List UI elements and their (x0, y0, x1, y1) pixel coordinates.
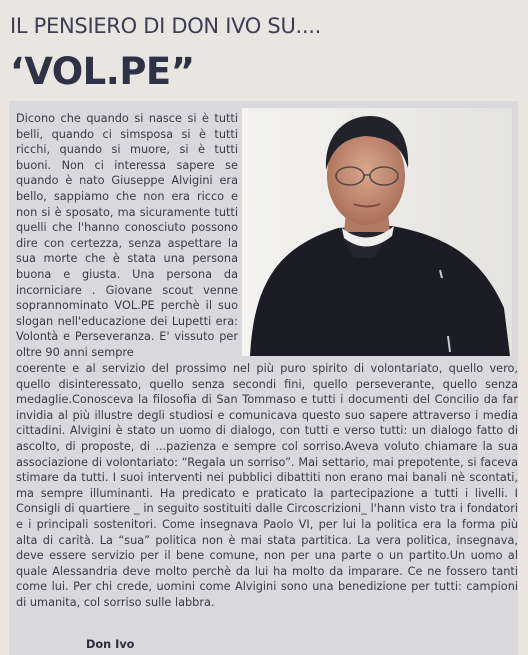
priest-portrait-photo (242, 108, 512, 356)
article-headline: ‘VOL.PE” (10, 50, 195, 93)
article-body-full-width: coerente e al servizio del prossimo nel più puro spirito di volontariato, quello vero, quello disinteressato, quello senza secondi fini, quello perseverante, quello senza medaglie.Conosceva la filosofia di San Tommaso e tutti i documenti del Concilio da far invidia al più illustre degli studiosi e comunicava questo suo sapere attraverso i media cittadini. Alvigini è stato un uomo di dialogo, con tutti e verso tutti: un dialogo fatto di ascolto, di proposte, di ...pazienza e sempre col sorriso.Aveva voluto chiamare la sua associazione di volontariato: “Regala un sorriso”. Mai settario, mai prepotente, si faceva stimare da tutti. I suoi interventi nei pubblici dibattiti non erano mai banali nè scontati, ma sempre illuminanti. Ha predicato e praticato la partecipazione a tutti i livelli. I Consigli di quartiere _ in seguito sostituiti dalle Circoscrizioni_ l'hann visto tra i fondatori e i principali sostenitori. Come insegnava Paolo VI, per lui la politica era la forma più alta di carità. La “sua” politica non è mai stata partitica. La vera politica, insegnava, deve essere servizio per il bene comune, non per una parte o un partito.Un uomo al quale Alessandria deve molto perchè da lui ha molto da imparare. Ce ne fossero tanti come lui. Per chi crede, uomini come Alvigini sono una benedizione per tutti: campioni di umanita, col sorriso sulle labbra. (16, 362, 518, 609)
article-kicker: IL PENSIERO DI DON IVO SU.... (10, 14, 322, 38)
article-signature: Don Ivo (86, 638, 135, 651)
article-body-column: Dicono che quando si nasce si è tutti belli, quando ci simsposa si è tutti ricchi, quando si muore, si è tutti buoni. Non ci interessa sapere se quando è nato Giuseppe Alvigini era bello, sappiamo che non era ricco e non si è sposato, ma sicuramente tutti quelli che l'hanno conosciuto possono dire con certezza, senza aspettare la sua morte che è stata una persona buona e giusta. Una persona da incorniciare . Giovane scout venne soprannominato VOL.PE perchè il suo slogan nell'educazione dei Lupetti era: Volontà e Perseveranza. E' vissuto per oltre 90 anni sempre (16, 112, 238, 359)
